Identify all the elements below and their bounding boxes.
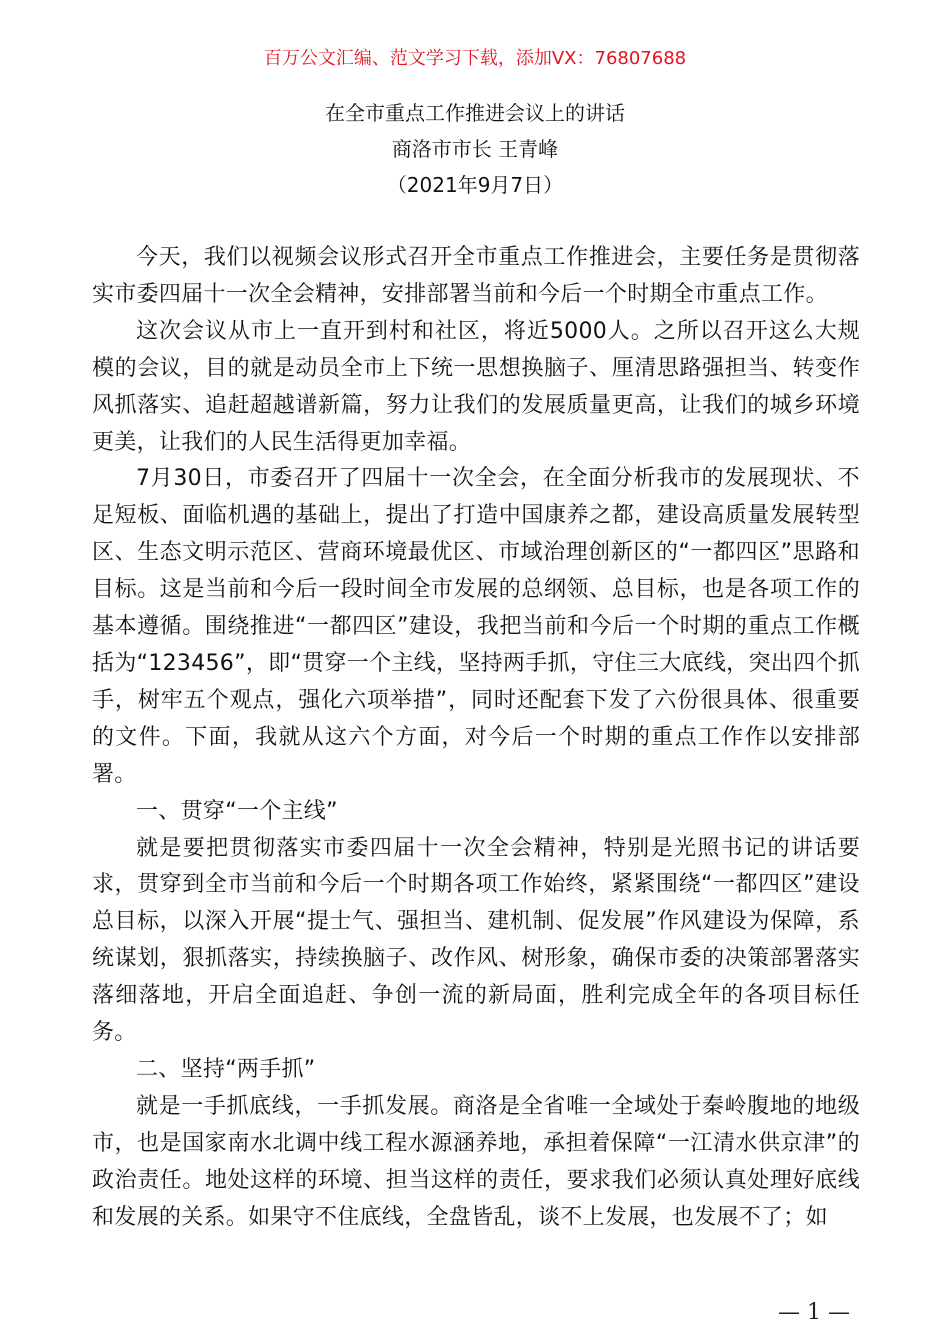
speech-body [92, 240, 860, 1236]
paragraph: 这次会议从市上一直开到村和社区，将近5000人。之所以召开这么大规模的会议，目的就是动员全市上下统一思想换脑子、厘清思路强担当、转变作风抓落实、追赶超越谱新篇，努力让我们的发展质量更高，让我们的城乡环境更美，让我们的人民生活得更加幸福。 [92, 318, 860, 455]
paragraph: 就是一手抓底线，一手抓发展。商洛是全省唯一全域处于秦岭腹地的地级市，也是国家南水北调中线工程水源涵养地，承担着保障“一江清水供京津”的政治责任。地处这样的环境、担当这样的责任，要求我们必须认真处理好底线和发展的关系。如果守不住底线，全盘皆乱，谈不上发展，也发展不了；如 [92, 1093, 860, 1230]
paragraph: 今天，我们以视频会议形式召开全市重点工作推进会，主要任务是贯彻落实市委四届十一次全会精神，安排部署当前和今后一个时期全市重点工作。 [92, 245, 860, 307]
speech-date: （2021年9月7日） [386, 173, 564, 197]
paragraph: 7月30日，市委召开了四届十一次全会，在全面分析我市的发展现状、不足短板、面临机遇的基础上，提出了打造中国康养之都，建设高质量发展转型区、生态文明示范区、营商环境最优区、市域治理创新区的“一都四区”思路和目标。这是当前和今后一段时间全市发展的总纲领、总目标，也是各项工作的基本遵循。围绕推进“一都四区”建设，我把当前和今后一个时期的重点工作概括为“123456”，即“贯穿一个主线，坚持两手抓，守住三大底线，突出四个抓手，树牢五个观点，强化六项举措”，同时还配套下发了六份很具体、很重要的文件。下面，我就从这六个方面，对今后一个时期的重点工作作以安排部署。 [92, 466, 860, 787]
speaker-byline: 商洛市市长 王青峰 [391, 137, 559, 161]
speech-title: 在全市重点工作推进会议上的讲话 [325, 101, 625, 125]
watermark-banner: 百万公文汇编、范文学习下载，添加VX：76807688 [263, 48, 687, 69]
section-heading: 一、贯穿“一个主线” [136, 798, 338, 824]
page-number: — 1 — [778, 1300, 850, 1325]
paragraph: 就是要把贯彻落实市委四届十一次全会精神，特别是光照书记的讲话要求，贯穿到全市当前和今后一个时期各项工作始终，紧紧围绕“一都四区”建设总目标，以深入开展“提士气、强担当、建机制、促发展”作风建设为保障，系统谋划，狠抓落实，持续换脑子、改作风、树形象，确保市委的决策部署落实落细落地，开启全面追赶、争创一流的新局面，胜利完成全年的各项目标任务。 [92, 835, 860, 1046]
section-heading: 二、坚持“两手抓” [136, 1056, 316, 1082]
